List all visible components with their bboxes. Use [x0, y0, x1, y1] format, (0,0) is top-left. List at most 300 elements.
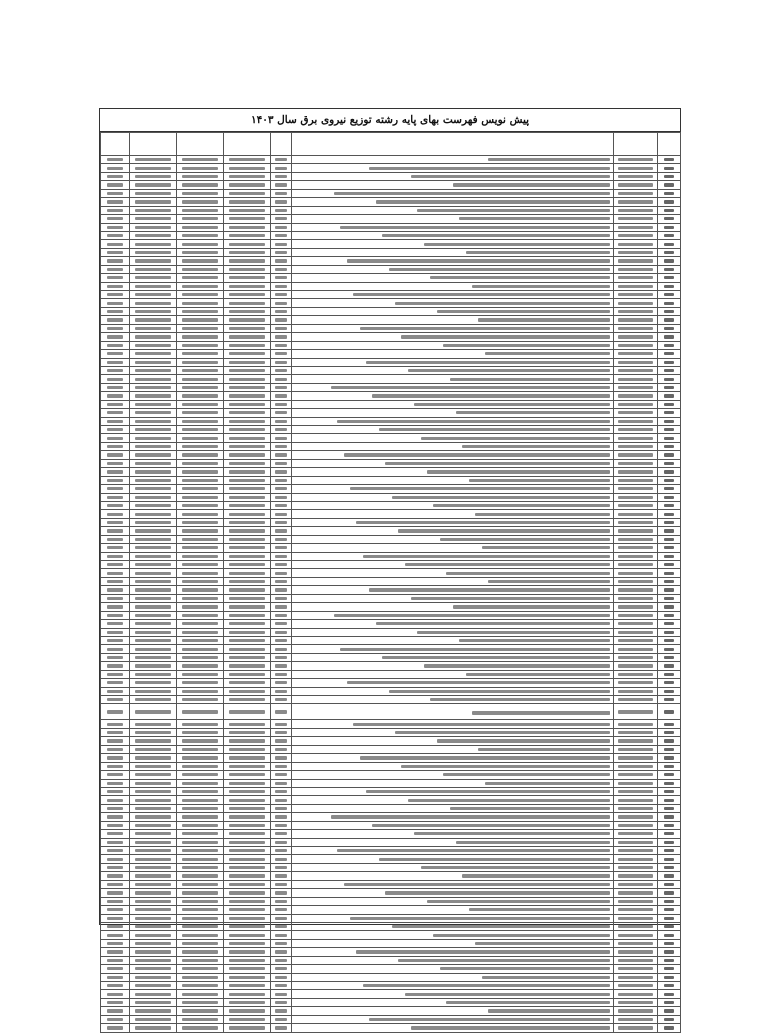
cell-text	[337, 420, 610, 423]
cell-text	[424, 243, 610, 246]
cell-text	[618, 217, 652, 220]
cell-row-number	[658, 527, 681, 535]
cell-system-code	[614, 569, 658, 577]
cell-text	[275, 690, 287, 693]
cell-row-number	[658, 830, 681, 838]
table-row	[101, 485, 681, 493]
cell-text	[107, 917, 122, 920]
cell-total-cost	[130, 796, 177, 804]
cell-text	[618, 993, 652, 996]
cell-text	[618, 967, 652, 970]
table-row	[101, 544, 681, 552]
cell-text	[135, 883, 172, 886]
cell-text	[664, 234, 674, 237]
cell-text	[135, 285, 172, 288]
cell-unit	[271, 223, 292, 231]
cell-text	[107, 1018, 122, 1021]
cell-row-number	[658, 198, 681, 206]
cell-text	[135, 251, 172, 254]
cell-text	[369, 588, 610, 591]
cell-system-code	[614, 164, 658, 172]
cell-text	[389, 690, 610, 693]
cell-text	[664, 546, 674, 549]
cell-text	[182, 487, 219, 490]
cell-text	[182, 293, 219, 296]
cell-operation-price	[177, 939, 224, 947]
cell-operation-price	[177, 501, 224, 509]
cell-text	[275, 192, 287, 195]
cell-text	[275, 673, 287, 676]
cell-description	[292, 872, 614, 880]
cell-description	[292, 889, 614, 897]
cell-text	[229, 352, 266, 355]
cell-text	[229, 925, 266, 928]
cell-text	[229, 681, 266, 684]
cell-text	[664, 293, 674, 296]
cell-coefficient	[101, 620, 130, 628]
cell-text	[275, 200, 287, 203]
cell-text	[618, 664, 652, 667]
cell-text	[229, 648, 266, 651]
table-row	[101, 535, 681, 543]
cell-text	[664, 445, 674, 448]
cell-text	[664, 976, 674, 979]
cell-unit	[271, 333, 292, 341]
cell-text	[450, 807, 611, 810]
cell-text	[107, 799, 122, 802]
cell-text	[107, 959, 122, 962]
cell-coefficient	[101, 231, 130, 239]
cell-text	[664, 984, 674, 987]
cell-system-code	[614, 518, 658, 526]
cell-text	[182, 546, 219, 549]
cell-text	[275, 1009, 287, 1012]
cell-item-price	[224, 998, 271, 1006]
cell-text	[229, 631, 266, 634]
cell-unit	[271, 257, 292, 265]
cell-item-price	[224, 922, 271, 930]
cell-text	[618, 529, 652, 532]
cell-text	[182, 976, 219, 979]
cell-row-number	[658, 459, 681, 467]
cell-text	[275, 403, 287, 406]
cell-text	[182, 967, 219, 970]
cell-text	[401, 765, 610, 768]
cell-row-number	[658, 409, 681, 417]
cell-text	[135, 259, 172, 262]
cell-text	[618, 546, 652, 549]
cell-text	[275, 748, 287, 751]
table-row	[101, 696, 681, 704]
cell-text	[229, 748, 266, 751]
cell-total-cost	[130, 501, 177, 509]
cell-text	[135, 344, 172, 347]
cell-text	[135, 841, 172, 844]
cell-description	[292, 181, 614, 189]
cell-row-number	[658, 544, 681, 552]
cell-operation-price	[177, 215, 224, 223]
cell-text	[398, 959, 610, 962]
cell-description	[292, 501, 614, 509]
cell-text	[229, 369, 266, 372]
cell-text	[182, 580, 219, 583]
cell-text	[107, 824, 122, 827]
cell-system-code	[614, 931, 658, 939]
cell-text	[135, 690, 172, 693]
cell-system-code	[614, 274, 658, 282]
cell-text	[182, 664, 219, 667]
cell-text	[462, 445, 610, 448]
cell-text	[229, 756, 266, 759]
cell-text	[275, 580, 287, 583]
cell-coefficient	[101, 493, 130, 501]
cell-row-number	[658, 282, 681, 290]
cell-description	[292, 645, 614, 653]
cell-text	[376, 200, 610, 203]
cell-text	[107, 335, 122, 338]
cell-text	[107, 580, 122, 583]
cell-system-code	[614, 172, 658, 180]
cell-text	[618, 352, 652, 355]
cell-text	[107, 673, 122, 676]
table-row	[101, 889, 681, 897]
cell-operation-price	[177, 561, 224, 569]
cell-coefficient	[101, 679, 130, 687]
cell-description	[292, 620, 614, 628]
cell-description	[292, 307, 614, 315]
cell-system-code	[614, 265, 658, 273]
cell-text	[182, 445, 219, 448]
cell-text	[135, 276, 172, 279]
cell-row-number	[658, 586, 681, 594]
cell-operation-price	[177, 821, 224, 829]
cell-text	[107, 976, 122, 979]
cell-row-number	[658, 838, 681, 846]
cell-operation-price	[177, 897, 224, 905]
cell-text	[107, 378, 122, 381]
cell-text	[664, 167, 674, 170]
cell-text	[182, 622, 219, 625]
cell-item-price	[224, 358, 271, 366]
table-row	[101, 586, 681, 594]
cell-text	[440, 538, 610, 541]
cell-description	[292, 965, 614, 973]
cell-coefficient	[101, 771, 130, 779]
cell-text	[107, 849, 122, 852]
cell-operation-price	[177, 813, 224, 821]
cell-text	[618, 453, 652, 456]
cell-text	[229, 361, 266, 364]
cell-text	[107, 597, 122, 600]
cell-description	[292, 670, 614, 678]
cell-operation-price	[177, 569, 224, 577]
table-row	[101, 653, 681, 661]
cell-text	[135, 588, 172, 591]
cell-text	[331, 815, 610, 818]
cell-system-code	[614, 206, 658, 214]
cell-coefficient	[101, 914, 130, 922]
cell-operation-price	[177, 417, 224, 425]
cell-text	[182, 993, 219, 996]
cell-row-number	[658, 358, 681, 366]
cell-coefficient	[101, 501, 130, 509]
cell-total-cost	[130, 855, 177, 863]
cell-text	[664, 437, 674, 440]
cell-item-price	[224, 956, 271, 964]
cell-text	[664, 664, 674, 667]
cell-coefficient	[101, 274, 130, 282]
cell-coefficient	[101, 720, 130, 728]
cell-operation-price	[177, 181, 224, 189]
cell-text	[229, 993, 266, 996]
cell-text	[347, 259, 610, 262]
cell-text	[135, 428, 172, 431]
cell-text	[229, 302, 266, 305]
cell-text	[275, 1026, 287, 1029]
cell-text	[664, 883, 674, 886]
cell-total-cost	[130, 754, 177, 762]
cell-item-price	[224, 594, 271, 602]
cell-total-cost	[130, 880, 177, 888]
table-row	[101, 265, 681, 273]
table-row	[101, 720, 681, 728]
cell-text	[618, 572, 652, 575]
cell-row-number	[658, 299, 681, 307]
cell-coefficient	[101, 804, 130, 812]
cell-text	[135, 605, 172, 608]
cell-system-code	[614, 299, 658, 307]
cell-text	[107, 453, 122, 456]
table-row	[101, 569, 681, 577]
cell-item-price	[224, 274, 271, 282]
cell-unit	[271, 400, 292, 408]
cell-total-cost	[130, 990, 177, 998]
cell-text	[229, 866, 266, 869]
cell-text	[182, 799, 219, 802]
cell-system-code	[614, 468, 658, 476]
cell-text	[385, 462, 610, 465]
table-row	[101, 594, 681, 602]
cell-item-price	[224, 603, 271, 611]
cell-unit	[271, 687, 292, 695]
table-row	[101, 754, 681, 762]
cell-description	[292, 333, 614, 341]
cell-text	[664, 352, 674, 355]
cell-text	[135, 234, 172, 237]
cell-text	[618, 437, 652, 440]
cell-total-cost	[130, 231, 177, 239]
cell-text	[135, 648, 172, 651]
cell-text	[135, 167, 172, 170]
cell-system-code	[614, 965, 658, 973]
cell-operation-price	[177, 906, 224, 914]
cell-system-code	[614, 645, 658, 653]
cell-row-number	[658, 847, 681, 855]
cell-unit	[271, 662, 292, 670]
table-row	[101, 897, 681, 905]
cell-text	[229, 698, 266, 701]
cell-text	[275, 546, 287, 549]
table-row	[101, 998, 681, 1006]
cell-text	[135, 824, 172, 827]
cell-item-price	[224, 889, 271, 897]
cell-text	[107, 361, 122, 364]
cell-text	[229, 664, 266, 667]
cell-operation-price	[177, 982, 224, 990]
cell-item-price	[224, 223, 271, 231]
cell-text	[664, 268, 674, 271]
cell-text	[107, 285, 122, 288]
table-header-row	[101, 133, 681, 156]
cell-text	[618, 479, 652, 482]
cell-text	[618, 605, 652, 608]
cell-text	[135, 293, 172, 296]
cell-text	[107, 614, 122, 617]
cell-item-price	[224, 855, 271, 863]
cell-text	[275, 420, 287, 423]
cell-system-code	[614, 350, 658, 358]
cell-item-price	[224, 459, 271, 467]
cell-text	[182, 513, 219, 516]
cell-text	[618, 934, 652, 937]
cell-text	[107, 756, 122, 759]
cell-text	[488, 158, 610, 161]
cell-row-number	[658, 804, 681, 812]
cell-total-cost	[130, 282, 177, 290]
cell-text	[356, 950, 610, 953]
cell-text	[664, 470, 674, 473]
cell-operation-price	[177, 796, 224, 804]
cell-system-code	[614, 426, 658, 434]
cell-text	[182, 403, 219, 406]
cell-text	[135, 335, 172, 338]
cell-row-number	[658, 366, 681, 374]
cell-description	[292, 906, 614, 914]
cell-total-cost	[130, 569, 177, 577]
cell-text	[275, 496, 287, 499]
cell-text	[664, 403, 674, 406]
cell-coefficient	[101, 931, 130, 939]
cell-coefficient	[101, 787, 130, 795]
cell-text	[275, 984, 287, 987]
cell-coefficient	[101, 762, 130, 770]
table-row	[101, 316, 681, 324]
cell-description	[292, 720, 614, 728]
cell-text	[275, 563, 287, 566]
cell-text	[618, 1009, 652, 1012]
cell-text	[135, 437, 172, 440]
cell-text	[275, 268, 287, 271]
cell-row-number	[658, 931, 681, 939]
cell-description	[292, 569, 614, 577]
cell-system-code	[614, 939, 658, 947]
cell-total-cost	[130, 889, 177, 897]
cell-text	[135, 386, 172, 389]
cell-row-number	[658, 333, 681, 341]
cell-text	[182, 858, 219, 861]
cell-operation-price	[177, 485, 224, 493]
cell-operation-price	[177, 350, 224, 358]
cell-total-cost	[130, 670, 177, 678]
cell-item-price	[224, 409, 271, 417]
cell-operation-price	[177, 231, 224, 239]
cell-text	[664, 824, 674, 827]
cell-unit	[271, 813, 292, 821]
table-row	[101, 409, 681, 417]
cell-row-number	[658, 434, 681, 442]
cell-total-cost	[130, 914, 177, 922]
cell-item-price	[224, 156, 271, 164]
cell-row-number	[658, 324, 681, 332]
cell-operation-price	[177, 375, 224, 383]
cell-coefficient	[101, 813, 130, 821]
cell-text	[229, 656, 266, 659]
cell-text	[107, 710, 122, 713]
cell-text	[107, 183, 122, 186]
cell-text	[478, 318, 610, 321]
cell-total-cost	[130, 476, 177, 484]
cell-text	[182, 614, 219, 617]
cell-total-cost	[130, 274, 177, 282]
cell-text	[229, 403, 266, 406]
cell-coefficient	[101, 1007, 130, 1015]
cell-item-price	[224, 400, 271, 408]
cell-text	[107, 967, 122, 970]
cell-coefficient	[101, 476, 130, 484]
cell-system-code	[614, 307, 658, 315]
cell-text	[421, 866, 610, 869]
cell-text	[664, 538, 674, 541]
cell-total-cost	[130, 628, 177, 636]
cell-text	[664, 504, 674, 507]
cell-description	[292, 948, 614, 956]
cell-total-cost	[130, 316, 177, 324]
cell-text	[182, 681, 219, 684]
cell-total-cost	[130, 248, 177, 256]
cell-text	[664, 925, 674, 928]
cell-text	[275, 462, 287, 465]
cell-system-code	[614, 358, 658, 366]
cell-text	[275, 664, 287, 667]
cell-text	[182, 318, 219, 321]
cell-text	[107, 815, 122, 818]
cell-coefficient	[101, 594, 130, 602]
cell-total-cost	[130, 223, 177, 231]
cell-system-code	[614, 248, 658, 256]
cell-system-code	[614, 611, 658, 619]
cell-system-code	[614, 855, 658, 863]
cell-text	[229, 773, 266, 776]
cell-text	[135, 1018, 172, 1021]
cell-coefficient	[101, 172, 130, 180]
cell-item-price	[224, 838, 271, 846]
cell-text	[618, 386, 652, 389]
cell-system-code	[614, 282, 658, 290]
cell-unit	[271, 889, 292, 897]
cell-total-cost	[130, 324, 177, 332]
cell-text	[135, 1026, 172, 1029]
cell-operation-price	[177, 863, 224, 871]
cell-text	[135, 631, 172, 634]
cell-system-code	[614, 375, 658, 383]
cell-item-price	[224, 493, 271, 501]
cell-text	[229, 445, 266, 448]
table-row	[101, 476, 681, 484]
cell-system-code	[614, 240, 658, 248]
table-row	[101, 796, 681, 804]
cell-text	[350, 487, 610, 490]
cell-text	[135, 773, 172, 776]
